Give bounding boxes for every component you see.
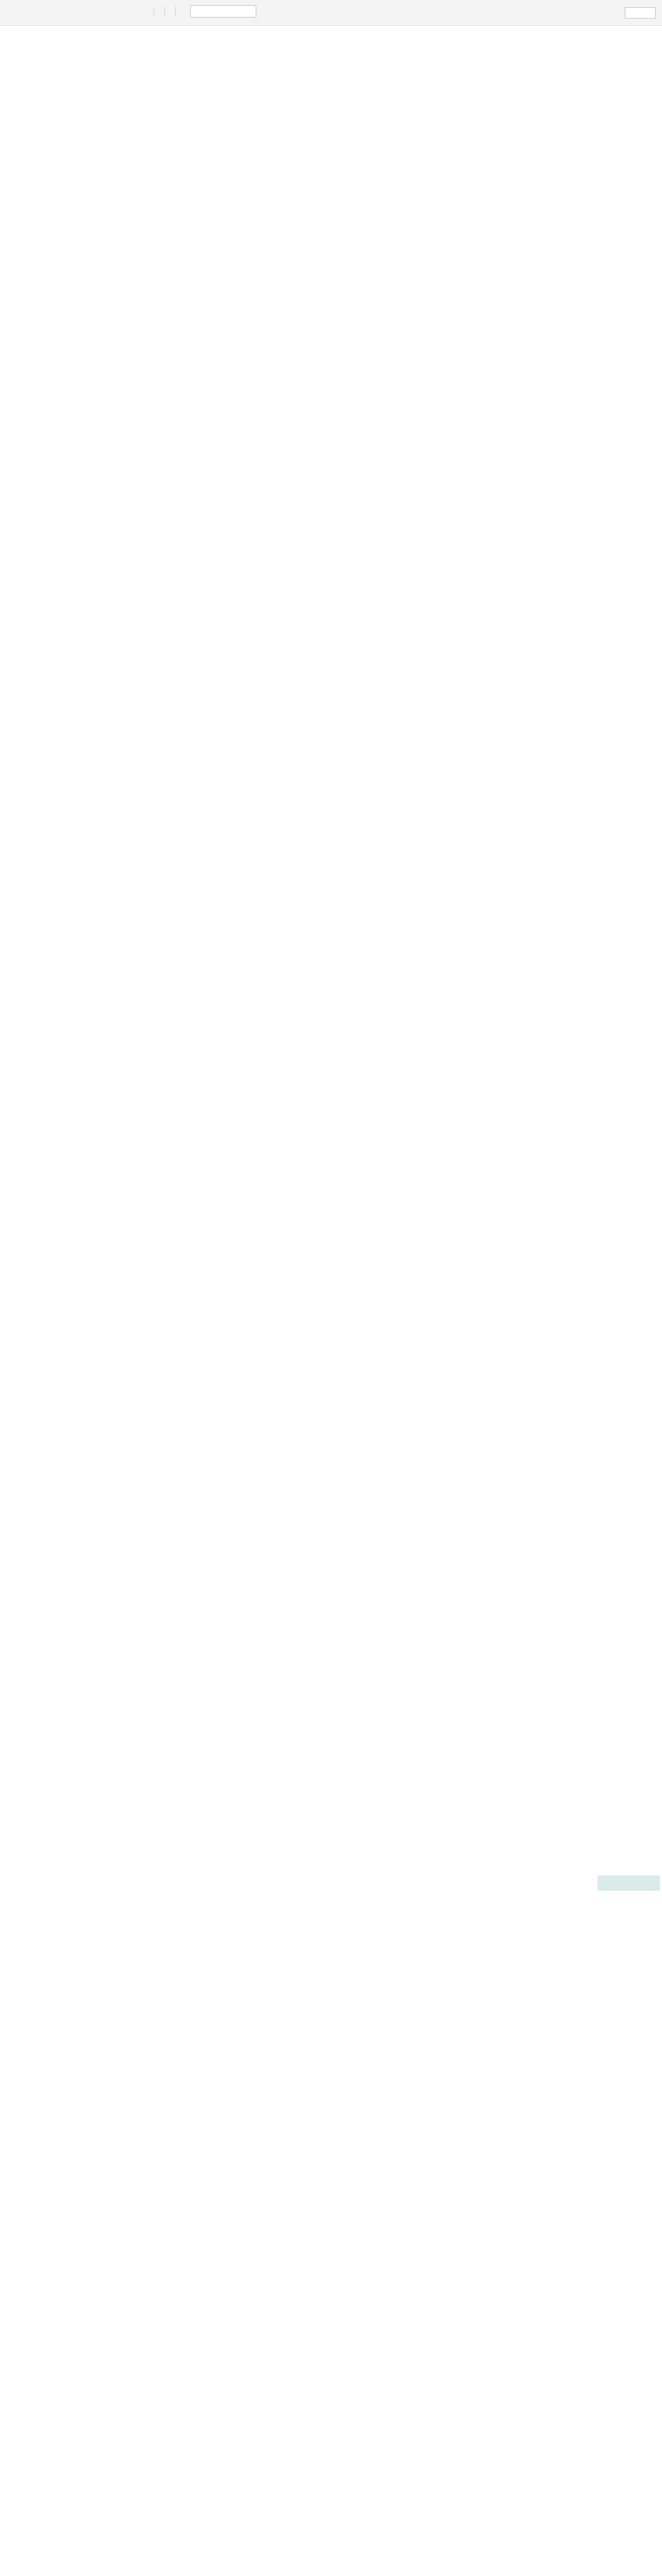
header-right-button[interactable] — [625, 7, 656, 19]
bookmark-search-input[interactable] — [190, 5, 256, 18]
episode-navigation — [0, 82, 662, 90]
login-link[interactable] — [148, 7, 154, 16]
nav-link-2[interactable] — [164, 7, 175, 16]
side-tab-button[interactable] — [598, 1875, 660, 1891]
top-navigation-left — [148, 5, 256, 18]
top-navigation-bar — [0, 0, 662, 26]
nav-link-3[interactable] — [175, 7, 186, 16]
nav-link-1[interactable] — [154, 7, 164, 16]
